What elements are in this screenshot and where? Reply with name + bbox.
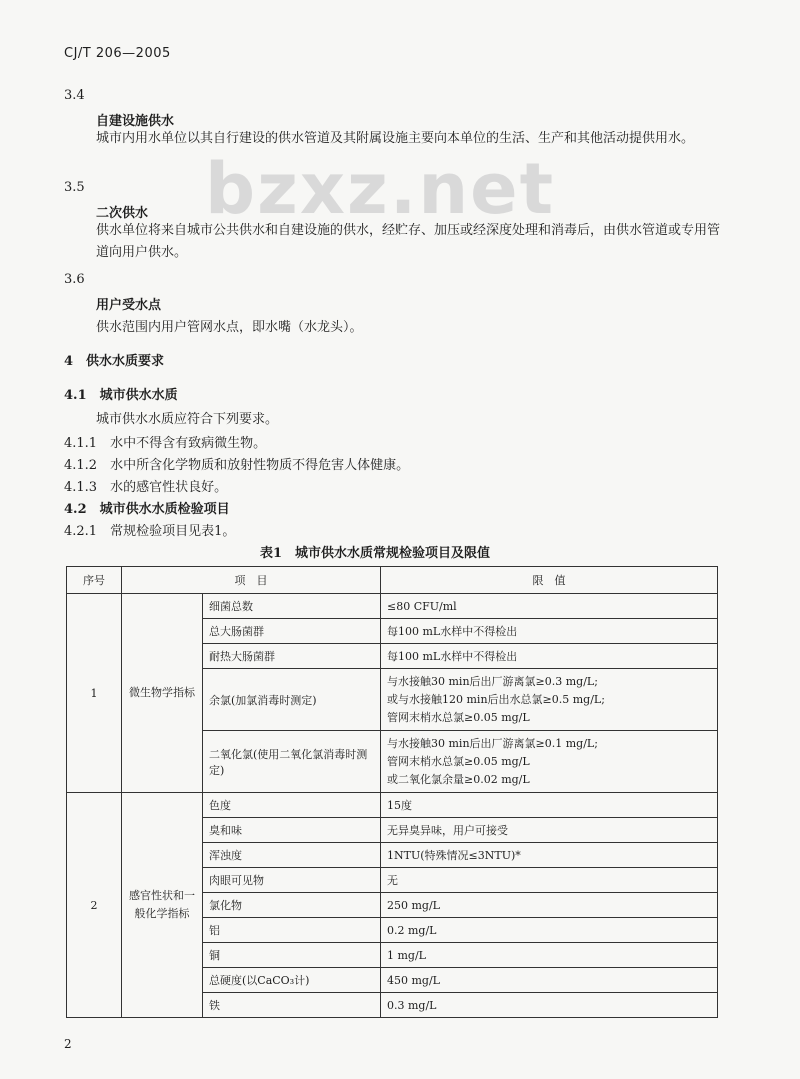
limit-line: 管网末梢水总氯≥0.05 mg/L — [387, 754, 530, 768]
page-number: 2 — [64, 1037, 72, 1051]
water-quality-table — [66, 566, 718, 1018]
section-3-6-title: 用户受水点 — [96, 298, 162, 313]
watermark: bzxz.net — [205, 148, 556, 230]
item-name: 氯化物 — [203, 893, 381, 918]
limit-line: 或二氧化氯余量≥0.02 mg/L — [387, 772, 530, 786]
limit-line: 管网末梢水总氯≥0.05 mg/L — [387, 710, 530, 724]
item-limit: 250 mg/L — [381, 893, 718, 918]
section-3-6-number: 3.6 — [64, 272, 85, 287]
item-limit: 每100 mL水样中不得检出 — [381, 644, 718, 669]
item-limit: 无异臭异味，用户可接受 — [381, 818, 718, 843]
limit-line: 与水接触30 min后出厂游离氯≥0.3 mg/L; — [387, 674, 598, 688]
section-3-5-title: 二次供水 — [96, 206, 149, 221]
section-3-4-title: 自建设施供水 — [96, 114, 175, 129]
section-3-5-body: 供水单位将来自城市公共供水和自建设施的供水，经贮存、加压或经深度处理和消毒后，由供水管道或专用管道向用户供水。 — [96, 223, 721, 260]
group-name: 微生物学指标 — [122, 594, 203, 793]
header-no: 序号 — [67, 567, 122, 594]
group-name: 感官性状和一般化学指标 — [122, 793, 203, 1018]
section-3-4-number: 3.4 — [64, 88, 85, 103]
item-limit: 每100 mL水样中不得检出 — [381, 619, 718, 644]
item-name: 肉眼可见物 — [203, 868, 381, 893]
header-item: 项 目 — [122, 567, 381, 594]
header-limit: 限 值 — [381, 567, 718, 594]
item-limit: ≤80 CFU/ml — [381, 594, 718, 619]
limit-line: 或与水接触120 min后出水总氯≥0.5 mg/L; — [387, 692, 605, 706]
section-3-5-number: 3.5 — [64, 180, 85, 195]
table-header-row — [67, 567, 718, 594]
item-limit: 1 mg/L — [381, 943, 718, 968]
table-row — [67, 594, 718, 619]
item-name: 耐热大肠菌群 — [203, 644, 381, 669]
section-3-4-body: 城市内用水单位以其自行建设的供水管道及其附属设施主要向本单位的生活、生产和其他活动提供用水。 — [96, 131, 695, 146]
clause-4-2-1: 4.2.1 常规检验项目见表1。 — [64, 524, 236, 539]
item-name: 铁 — [203, 993, 381, 1018]
item-limit — [381, 669, 718, 731]
section-4-1-heading: 4.1 城市供水水质 — [64, 388, 178, 403]
clause-4-1-2: 4.1.2 水中所含化学物质和放射性物质不得危害人体健康。 — [64, 458, 410, 473]
section-4-heading: 4 供水水质要求 — [64, 354, 165, 369]
item-name: 铝 — [203, 918, 381, 943]
item-limit: 15度 — [381, 793, 718, 818]
item-limit: 1NTU(特殊情况≤3NTU)* — [381, 843, 718, 868]
standard-code-header: CJ/T 206—2005 — [64, 46, 171, 61]
item-limit — [381, 731, 718, 793]
item-name: 臭和味 — [203, 818, 381, 843]
item-name: 铜 — [203, 943, 381, 968]
item-name: 余氯(加氯消毒时测定) — [203, 669, 381, 731]
section-4-2-heading: 4.2 城市供水水质检验项目 — [64, 502, 230, 517]
item-name: 色度 — [203, 793, 381, 818]
item-name: 浑浊度 — [203, 843, 381, 868]
item-name: 总硬度(以CaCO₃计) — [203, 968, 381, 993]
limit-line: 与水接触30 min后出厂游离氯≥0.1 mg/L; — [387, 736, 598, 750]
item-limit: 0.3 mg/L — [381, 993, 718, 1018]
item-limit: 450 mg/L — [381, 968, 718, 993]
item-limit: 0.2 mg/L — [381, 918, 718, 943]
group-number: 1 — [67, 594, 122, 793]
clause-4-1-1: 4.1.1 水中不得含有致病微生物。 — [64, 436, 267, 451]
item-limit: 无 — [381, 868, 718, 893]
item-name: 二氧化氯(使用二氧化氯消毒时测定) — [203, 731, 381, 793]
item-name: 总大肠菌群 — [203, 619, 381, 644]
table-caption: 表1 城市供水水质常规检验项目及限值 — [260, 546, 491, 561]
section-4-1-body: 城市供水水质应符合下列要求。 — [96, 412, 279, 427]
section-3-6-body: 供水范围内用户管网水点，即水嘴（水龙头）。 — [96, 320, 363, 335]
item-name: 细菌总数 — [203, 594, 381, 619]
group-number: 2 — [67, 793, 122, 1018]
table-row — [67, 793, 718, 818]
clause-4-1-3: 4.1.3 水的感官性状良好。 — [64, 480, 228, 495]
